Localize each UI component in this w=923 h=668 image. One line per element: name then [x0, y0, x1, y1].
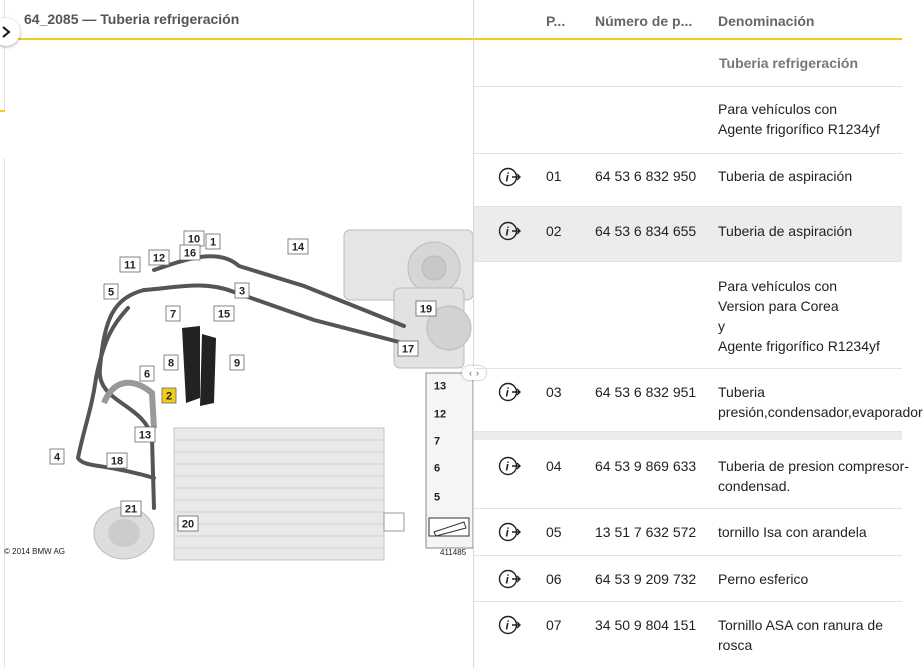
svg-text:i: i	[505, 525, 509, 540]
callout-layer	[4, 228, 473, 560]
parts-diagram[interactable]	[4, 228, 473, 560]
svg-text:14: 14	[291, 241, 305, 254]
table-row[interactable]	[474, 602, 902, 668]
table-row[interactable]	[474, 369, 923, 432]
info-arrow-icon[interactable]	[498, 382, 522, 402]
row-name: Tuberia de presion compresor-	[718, 458, 909, 474]
table-row-selected[interactable]	[474, 207, 902, 262]
svg-text:17: 17	[401, 343, 415, 356]
chevron-right-icon	[0, 25, 13, 39]
parts-table	[474, 0, 923, 668]
legend-callout-5[interactable]	[434, 492, 440, 504]
callout-2[interactable]	[162, 388, 176, 403]
table-row[interactable]	[474, 440, 909, 509]
callout-4[interactable]	[50, 449, 64, 464]
image-number: 411485	[440, 548, 467, 557]
svg-text:15: 15	[217, 308, 231, 321]
callout-19[interactable]	[416, 301, 436, 316]
callout-11[interactable]	[120, 257, 140, 272]
info-arrow-icon[interactable]	[498, 615, 522, 635]
svg-text:18: 18	[110, 455, 124, 468]
table-header	[474, 0, 902, 40]
legend-callout-12[interactable]	[434, 409, 446, 421]
callout-18[interactable]	[107, 453, 127, 468]
note-line: Version para Corea	[718, 298, 839, 314]
col-header-pos[interactable]: P...	[546, 13, 566, 29]
row-part-number: 34 50 9 804 151	[595, 617, 697, 633]
svg-text:13: 13	[433, 380, 447, 393]
legend-callout-7[interactable]	[434, 436, 440, 448]
svg-text:4: 4	[53, 451, 61, 464]
svg-text:i: i	[505, 385, 509, 400]
title-underline	[5, 38, 473, 40]
note-line: Agente frigorífico R1234yf	[718, 338, 880, 354]
section-row	[474, 40, 902, 87]
row-pos: 02	[546, 223, 562, 239]
note-row	[474, 262, 902, 369]
callout-12[interactable]	[149, 250, 169, 265]
note-line: Agente frigorífico R1234yf	[718, 121, 880, 137]
svg-text:7: 7	[169, 308, 177, 321]
row-part-number: 64 53 9 869 633	[595, 458, 697, 474]
row-name: tornillo Isa con arandela	[718, 524, 867, 540]
info-arrow-icon[interactable]	[498, 456, 522, 476]
row-pos: 05	[546, 524, 562, 540]
col-header-name[interactable]: Denominación	[718, 13, 815, 29]
callout-17[interactable]	[398, 341, 418, 356]
note-row	[474, 87, 902, 154]
svg-text:9: 9	[233, 357, 241, 370]
callout-16[interactable]	[180, 245, 200, 260]
row-name: Tuberia de aspiración	[718, 168, 853, 184]
row-pos: 06	[546, 571, 562, 587]
row-part-number: 64 53 9 209 732	[595, 571, 697, 587]
section-title: Tuberia refrigeración	[719, 55, 859, 71]
row-name: Tornillo ASA con ranura de	[718, 617, 883, 633]
svg-text:i: i	[505, 459, 509, 474]
svg-text:20: 20	[181, 518, 195, 531]
page-title: 64_2085 — Tuberia refrigeración	[24, 11, 240, 27]
chevron-left-icon: ‹	[469, 368, 472, 378]
row-name: Perno esferico	[718, 571, 809, 587]
row-gap	[474, 432, 902, 440]
callout-13[interactable]	[135, 427, 155, 442]
svg-text:12: 12	[433, 408, 447, 421]
note-line: Para vehículos con	[718, 278, 838, 294]
row-name: condensad.	[718, 478, 791, 494]
svg-text:12: 12	[152, 252, 166, 265]
svg-text:19: 19	[419, 303, 433, 316]
nav-marker	[0, 110, 5, 158]
svg-text:i: i	[505, 618, 509, 633]
svg-text:1: 1	[209, 236, 217, 249]
info-arrow-icon[interactable]	[498, 522, 522, 542]
callout-1[interactable]	[206, 234, 220, 249]
svg-text:5: 5	[433, 491, 441, 504]
svg-text:i: i	[505, 170, 509, 185]
svg-text:8: 8	[167, 357, 175, 370]
row-name: Tuberia	[718, 384, 765, 400]
callout-21[interactable]	[121, 501, 141, 516]
svg-text:i: i	[505, 224, 509, 239]
svg-text:16: 16	[183, 247, 197, 260]
svg-text:3: 3	[238, 285, 246, 298]
row-part-number: 64 53 6 832 951	[595, 384, 697, 400]
info-arrow-icon[interactable]	[498, 221, 522, 241]
note-line: Para vehículos con	[718, 101, 838, 117]
copyright: © 2014 BMW AG	[4, 547, 66, 556]
legend-callout-6[interactable]	[434, 463, 440, 475]
svg-text:5: 5	[107, 286, 115, 299]
callout-3[interactable]	[235, 283, 249, 298]
table-row[interactable]	[474, 154, 902, 207]
row-name: presión,condensador,evaporador	[718, 404, 923, 420]
svg-text:11: 11	[124, 259, 136, 272]
svg-text:6: 6	[433, 462, 441, 475]
row-pos: 04	[546, 458, 562, 474]
callout-15[interactable]	[214, 306, 234, 321]
callout-10[interactable]	[184, 231, 204, 246]
svg-text:7: 7	[433, 435, 441, 448]
callout-9[interactable]	[230, 355, 244, 370]
callout-7[interactable]	[166, 306, 180, 321]
row-pos: 07	[546, 617, 562, 633]
svg-text:2: 2	[165, 390, 173, 403]
col-header-part-number[interactable]: Número de p...	[595, 13, 693, 29]
callout-8[interactable]	[164, 355, 178, 370]
row-part-number: 13 51 7 632 572	[595, 524, 697, 540]
row-pos: 01	[546, 168, 562, 184]
info-arrow-icon[interactable]	[498, 167, 522, 187]
chevron-right-icon: ›	[476, 368, 479, 378]
callout-14[interactable]	[288, 239, 308, 254]
table-row[interactable]	[474, 556, 902, 602]
table-row[interactable]	[474, 509, 902, 556]
svg-text:10: 10	[187, 233, 201, 246]
row-part-number: 64 53 6 832 950	[595, 168, 697, 184]
row-pos: 03	[546, 384, 562, 400]
svg-text:i: i	[505, 572, 509, 587]
callout-5[interactable]	[104, 284, 118, 299]
callout-6[interactable]	[140, 366, 154, 381]
row-name: rosca	[718, 637, 753, 653]
callout-20[interactable]	[178, 516, 198, 531]
svg-text:13: 13	[138, 429, 152, 442]
info-arrow-icon[interactable]	[498, 569, 522, 589]
note-line: y	[718, 318, 725, 334]
row-name: Tuberia de aspiración	[718, 223, 853, 239]
svg-text:6: 6	[143, 368, 151, 381]
legend-callout-13[interactable]	[434, 381, 446, 393]
svg-text:21: 21	[124, 503, 138, 516]
row-part-number: 64 53 6 834 655	[595, 223, 697, 239]
